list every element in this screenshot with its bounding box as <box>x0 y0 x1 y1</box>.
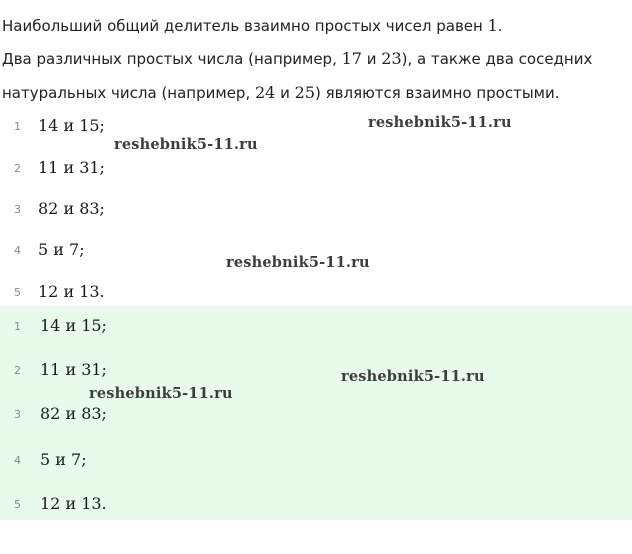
watermark: reshebnik5-11.ru <box>341 368 485 385</box>
list-item-value: 82 и 83; <box>38 199 105 218</box>
list-item <box>0 156 632 180</box>
list-item-value: 14 и 15; <box>40 316 107 335</box>
list-item-value: 5 и 7; <box>38 240 85 259</box>
list-item-index: 5 <box>14 286 21 299</box>
list-item-index: 1 <box>14 320 21 333</box>
list-item-value: 14 и 15; <box>38 116 105 135</box>
list-item <box>0 280 632 304</box>
answer-list-highlighted <box>0 306 632 520</box>
list-item-index: 1 <box>14 120 21 133</box>
list-item-index: 5 <box>14 498 21 511</box>
watermark: reshebnik5-11.ru <box>114 136 258 153</box>
list-item <box>0 197 632 221</box>
list-item <box>0 448 632 472</box>
list-item-value: 11 и 31; <box>40 360 107 379</box>
list-item-value: 5 и 7; <box>40 450 87 469</box>
list-item-value: 82 и 83; <box>40 404 107 423</box>
intro-line-3: натуральных числа (например, 24 и 25) являются взаимно простыми. <box>2 83 560 102</box>
list-item-value: 12 и 13. <box>38 282 105 301</box>
list-item <box>0 402 632 426</box>
list-item-index: 4 <box>14 244 21 257</box>
intro-line-1: Наибольший общий делитель взаимно простых чисел равен 1. <box>2 16 503 35</box>
list-item <box>0 314 632 338</box>
list-item-value: 11 и 31; <box>38 158 105 177</box>
watermark: reshebnik5-11.ru <box>89 385 233 402</box>
list-item-index: 2 <box>14 162 21 175</box>
list-item-index: 3 <box>14 203 21 216</box>
list-item-index: 3 <box>14 408 21 421</box>
intro-line-2: Два различных простых числа (например, 17 и 23), а также два соседних <box>2 49 593 68</box>
list-item-value: 12 и 13. <box>40 494 107 513</box>
list-item <box>0 358 632 382</box>
list-item-index: 4 <box>14 454 21 467</box>
list-item-index: 2 <box>14 364 21 377</box>
answer-list-first <box>0 108 632 306</box>
list-item <box>0 114 632 138</box>
watermark: reshebnik5-11.ru <box>226 254 370 271</box>
list-item <box>0 492 632 516</box>
watermark: reshebnik5-11.ru <box>368 114 512 131</box>
